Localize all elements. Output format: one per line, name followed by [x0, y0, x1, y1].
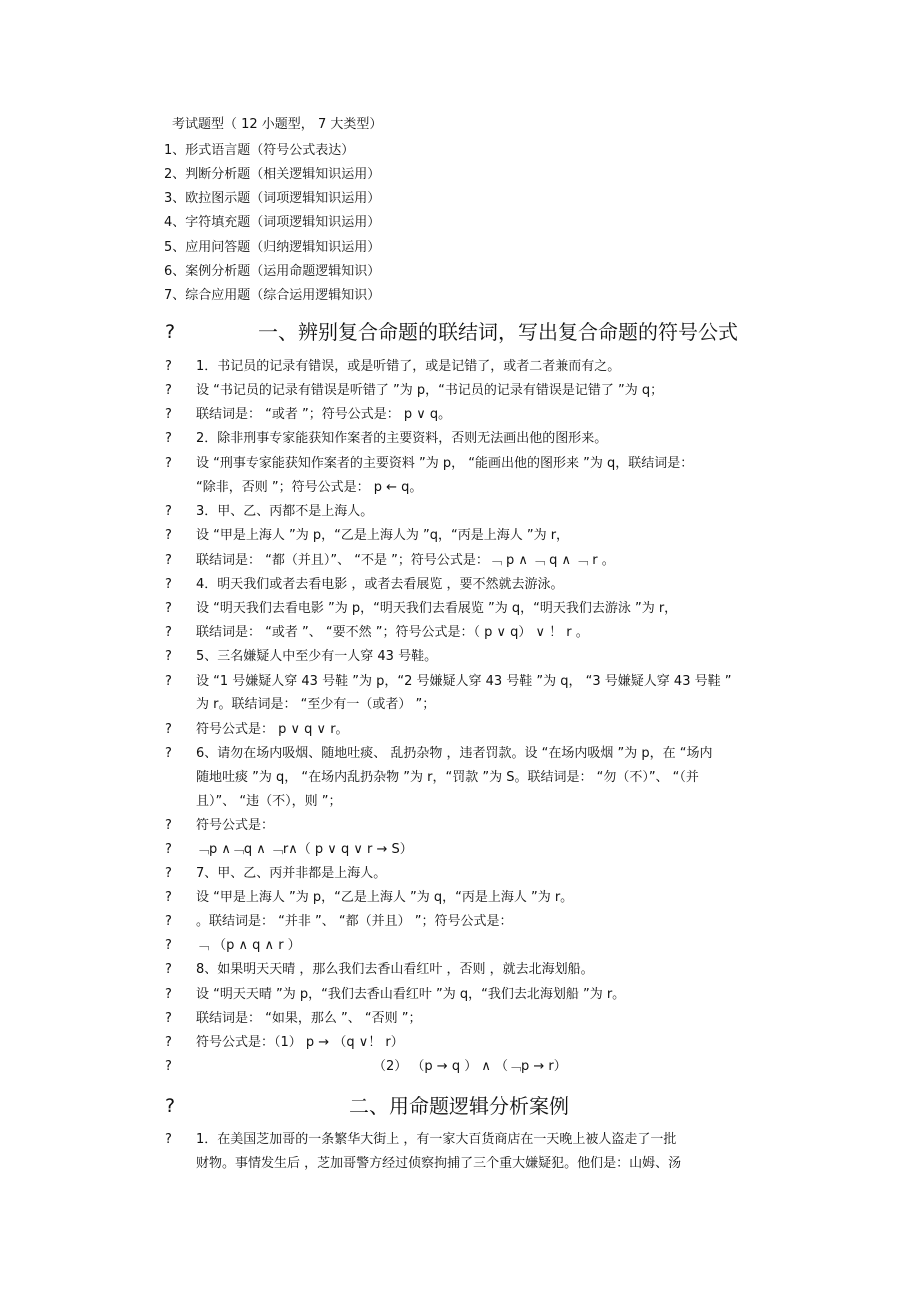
bullet-marker: ?: [165, 746, 172, 761]
bullet-marker: ?: [165, 431, 172, 446]
text-line: 设 “刑事专家能获知作案者的主要资料 ”为 p， “能画出他的图形来 ”为 q，联结词是：: [196, 456, 694, 471]
bullet-marker: ?: [165, 962, 172, 977]
bullet-marker: ?: [165, 601, 172, 616]
bullet-marker: ?: [165, 890, 172, 905]
bullet-marker: ?: [165, 383, 172, 398]
bullet-marker: ?: [165, 1011, 172, 1026]
text-line: 为 r。联结词是： “至少有一（或者） ”；: [196, 697, 436, 712]
text-line: 设 “甲是上海人 ”为 p，“乙是上海人 ”为 q，“丙是上海人 ”为 r。: [196, 890, 574, 905]
bullet-marker: ?: [165, 818, 172, 833]
text-line: 联结词是： “或者 ”；符号公式是： p ∨ q。: [196, 407, 452, 422]
text-line: 随地吐痰 ”为 q， “在场内乱扔杂物 ”为 r，“罚款 ”为 S。联结词是： “勿（不）”、 “（并: [196, 770, 699, 785]
text-line: 财物。事情发生后 ，芝加哥警方经过侦察拘捕了三个重大嫌疑犯。他们是：山姆、汤: [196, 1156, 682, 1171]
bullet-marker: ?: [165, 938, 172, 953]
formula-line: 符号公式是：（1） p → （q ∨！ r）: [196, 1035, 404, 1050]
bullet-marker: ?: [165, 987, 172, 1002]
bullet-marker: ?: [165, 407, 172, 422]
bullet-marker: ?: [165, 1132, 172, 1147]
exam-type-item: 3、欧拉图示题（词项逻辑知识运用）: [164, 191, 381, 206]
bullet-marker: ?: [165, 674, 172, 689]
text-line: 设 “甲是上海人 ”为 p，“乙是上海人为 ”q，“丙是上海人 ”为 r，: [196, 528, 570, 543]
text-line: 4．明天我们或者去看电影 ，或者去看展览 ，要不然就去游泳。: [196, 577, 564, 592]
bullet-marker: ?: [165, 625, 172, 640]
text-line: 5、三名嫌疑人中至少有一人穿 43 号鞋。: [196, 649, 438, 664]
bullet-marker: ?: [165, 866, 172, 881]
section-heading-2: 二、用命题逻辑分析案例: [349, 1094, 569, 1118]
text-line: 8、如果明天天晴 ，那么我们去香山看红叶 ，否则 ，就去北海划船。: [196, 962, 594, 977]
bullet-marker: ?: [165, 359, 172, 374]
formula-line: （2） （p → q ） ∧ （﹁p → r）: [373, 1059, 567, 1074]
text-line: 1．书记员的记录有错误，或是听错了，或是记错了，或者二者兼而有之。: [196, 359, 621, 374]
bullet-marker: ?: [165, 1059, 172, 1074]
exam-types-title: 考试题型（ 12 小题型， 7 大类型）: [172, 117, 383, 132]
text-line: 联结词是： “如果，那么 ”、 “否则 ”；: [196, 1011, 422, 1026]
exam-type-item: 4、字符填充题（词项逻辑知识运用）: [164, 215, 381, 230]
text-line: 符号公式是： p ∨ q ∨ r。: [196, 722, 349, 737]
bullet-marker: ?: [165, 553, 172, 568]
text-line: 联结词是： “都（并且）”、 “不是 ”；符号公式是：﹁ p ∧ ﹁ q ∧ ﹁ r 。: [196, 553, 615, 568]
bullet-marker: ?: [165, 321, 176, 343]
exam-type-item: 1、形式语言题（符号公式表达）: [164, 143, 355, 158]
exam-type-item: 6、案例分析题（运用命题逻辑知识）: [164, 264, 381, 279]
text-line: 且）”、 “违（不），则 ”；: [196, 794, 342, 809]
bullet-marker: ?: [165, 914, 172, 929]
bullet-marker: ?: [165, 577, 172, 592]
bullet-marker: ?: [165, 504, 172, 519]
bullet-marker: ?: [165, 649, 172, 664]
formula-line: ﹁p ∧﹁q ∧ ﹁r∧（ p ∨ q ∨ r → S）: [196, 842, 413, 857]
exam-type-item: 2、判断分析题（相关逻辑知识运用）: [164, 167, 381, 182]
text-line: 联结词是： “或者 ”、 “要不然 ”；符号公式是：（ p ∨ q） ∨ ！ r 。: [196, 625, 589, 640]
bullet-marker: ?: [165, 842, 172, 857]
text-line: 3．甲、乙、丙都不是上海人。: [196, 504, 374, 519]
section-heading-1: 一、辨别复合命题的联结词，写出复合命题的符号公式: [258, 320, 738, 344]
text-line: “除非，否则 ”；符号公式是： p ← q。: [196, 480, 423, 495]
exam-type-item: 5、应用问答题（归纳逻辑知识运用）: [164, 240, 381, 255]
text-line: 6、请勿在场内吸烟、随地吐痰、 乱扔杂物 ，违者罚款。设 “在场内吸烟 ”为 p，在 “场内: [196, 746, 713, 761]
bullet-marker: ?: [165, 528, 172, 543]
formula-line: ﹁ （p ∧ q ∧ r ）: [196, 938, 301, 953]
text-line: 1．在美国芝加哥的一条繁华大街上 ，有一家大百货商店在一天晚上被人盗走了一批: [196, 1132, 677, 1147]
text-line: 。联结词是： “并非 ”、 “都（并且） ”；符号公式是：: [196, 914, 513, 929]
text-line: 设 “书记员的记录有错误是听错了 ”为 p，“书记员的记录有错误是记错了 ”为 q；: [196, 383, 664, 398]
text-line: 2．除非刑事专家能获知作案者的主要资料，否则无法画出他的图形来。: [196, 431, 608, 446]
bullet-marker: ?: [165, 1095, 176, 1117]
text-line: 设 “明天我们去看电影 ”为 p，“明天我们去看展览 ”为 q，“明天我们去游泳 ”为 r，: [196, 601, 678, 616]
text-line: 7、甲、乙、丙并非都是上海人。: [196, 866, 387, 881]
exam-type-item: 7、综合应用题（综合运用逻辑知识）: [164, 288, 381, 303]
text-line: 设 “明天天晴 ”为 p，“我们去香山看红叶 ”为 q，“我们去北海划船 ”为 r。: [196, 987, 626, 1002]
bullet-marker: ?: [165, 456, 172, 471]
text-line: 设 “1 号嫌疑人穿 43 号鞋 ”为 p，“2 号嫌疑人穿 43 号鞋 ”为 q， “3 号嫌疑人穿 43 号鞋 ”: [196, 674, 732, 689]
bullet-marker: ?: [165, 1035, 172, 1050]
text-line: 符号公式是：: [196, 818, 275, 833]
bullet-marker: ?: [165, 722, 172, 737]
